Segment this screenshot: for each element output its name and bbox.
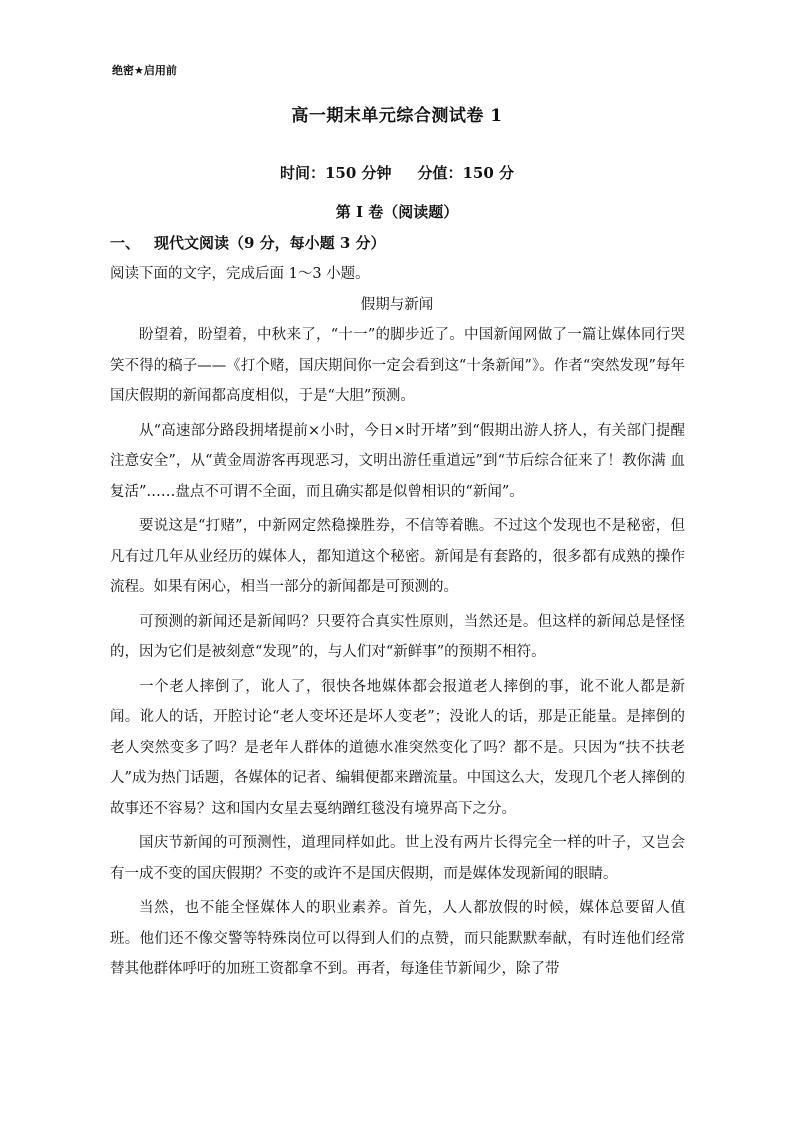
exam-meta — [0, 162, 794, 183]
section-instruction: 阅读下面的文字，完成后面 1～3 小题。 — [110, 266, 370, 282]
article-title: 假期与新闻 — [360, 297, 434, 313]
confidential-label: 绝密★启用前 — [112, 64, 177, 77]
article-paragraph: 从“高速部分路段拥堵提前×小时，今日×时开堵”到“假期出游人挤人，有关部门提醒注意安全”，从“黄金周游客再现恶习，文明出游任重道远”到“节后综合征来了！教你满 血复活”……盘点不可谓不全面，而且确实都是似曾相识的“新闻”。 — [110, 422, 685, 500]
exam-score: 分值：150 分 — [417, 164, 515, 182]
section-heading — [110, 232, 386, 253]
article-paragraph: 一个老人摔倒了，讹人了，很快各地媒体都会报道老人摔倒的事，讹不讹人都是新闻。讹人的话，开腔讨论“老人变坏还是坏人变老”；没讹人的话，那是正能量。是摔倒的老人突然变多了吗？是老年人群体的道德水准突然变化了吗？都不是。只因为“扶不扶老人”成为热门话题，各媒体的记者、编辑便都来蹭流量。中国这么大，发现几个老人摔倒的故事还不容易？这和国内女星去戛纳蹭红毯没有境界高下之分。 — [110, 678, 685, 817]
section-number: 一、 — [110, 234, 141, 252]
article-paragraph: 当然，也不能全怪媒体人的职业素养。首先，人人都放假的时候，媒体总要留人值班。他们还不像交警等特殊岗位可以得到人们的点赞，而只能默默奉献，有时连他们经常替其他群体呼吁的加班工资都拿不到。再者，每逢佳节新闻少，除了带 — [110, 900, 685, 977]
section-title: 现代文阅读（9 分，每小题 3 分） — [154, 234, 386, 252]
article-paragraph: 可预测的新闻还是新闻吗？只要符合真实性原则，当然还是。但这样的新闻总是怪怪的，因为它们是被刻意“发现”的，与人们对“新鲜事”的预期不相符。 — [110, 613, 685, 660]
article-paragraph: 要说这是“打赌”，中新网定然稳操胜券，不信等着瞧。不过这个发现也不是秘密，但凡有过几年从业经历的媒体人，都知道这个秘密。新闻是有套路的，很多都有成熟的操作流程。如果有闲心，相当一部分的新闻都是可预测的。 — [110, 518, 685, 595]
article-body — [110, 320, 685, 989]
article-paragraph: 盼望着，盼望着，中秋来了，“十一”的脚步近了。中国新闻网做了一篇让媒体同行哭笑不得的稿子——《打个赌，国庆期间你一定会看到这“十条新闻”》。作者“突然发现”每年国庆假期的新闻都高度相似，于是“大胆”预测。 — [110, 327, 685, 404]
article-paragraph: 国庆节新闻的可预测性，道理同样如此。世上没有两片长得完全一样的叶子，又岂会有一成不变的国庆假期？不变的或许不是国庆假期，而是媒体发现新闻的眼睛。 — [110, 835, 685, 882]
exam-time: 时间：150 分钟 — [279, 164, 392, 182]
exam-title: 高一期末单元综合测试卷 1 — [291, 106, 503, 126]
volume-heading: 第 I 卷（阅读题） — [335, 203, 459, 221]
